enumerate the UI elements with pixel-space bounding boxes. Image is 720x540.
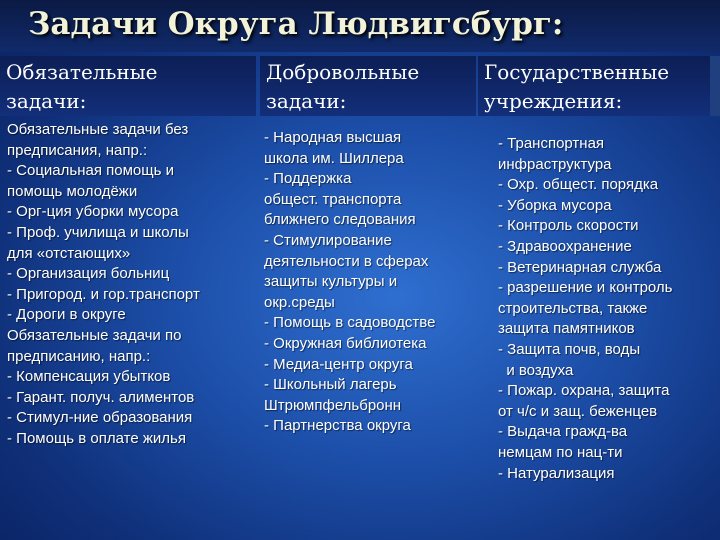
list-item: - Пригород. и гор.транспорт [7, 285, 200, 303]
header-mandatory-tasks [0, 56, 256, 116]
header-line: учреждения: [484, 89, 623, 113]
list-item: от ч/с и защ. беженцев [498, 402, 658, 420]
list-item: строительства, также [498, 299, 648, 317]
list-item: - Защита почв, воды [498, 340, 641, 358]
list-item: - Социальная помощь и [7, 162, 174, 180]
list-item: защиты культуры и [264, 273, 398, 291]
header-line: задачи: [6, 89, 87, 113]
list-item: - Народная высшая [264, 129, 402, 146]
list-item: - Транспортная [498, 135, 605, 152]
list-item: немцам по нац-ти [498, 443, 623, 461]
list-item: - Охр. общест. порядка [498, 176, 659, 194]
list-item: - Медиа-центр округа [264, 355, 413, 373]
header-voluntary-tasks [260, 56, 476, 116]
list-item: - Стимулирование [264, 231, 392, 249]
list-item: - Выдача гражд-ва [498, 423, 628, 441]
header-line: Государственные [484, 60, 670, 84]
list-item: - Проф. училища и школы [7, 223, 189, 241]
list-item: - Помощь в оплате жилья [7, 429, 186, 447]
list-item: - Партнерства округа [264, 417, 411, 435]
list-item: помощь молодёжи [7, 182, 138, 200]
header-state-agencies [478, 56, 710, 116]
list-item: - Организация больниц [7, 265, 170, 283]
list-item: - Натурализация [498, 464, 615, 482]
state-agencies-list [498, 134, 673, 484]
list-item: Обязательные задачи по [7, 326, 182, 344]
list-item: предписанию, напр.: [7, 347, 151, 365]
list-item: окр.среды [264, 293, 335, 311]
list-item: - Окружная библиотека [264, 334, 427, 352]
list-item: - Помощь в садоводстве [264, 314, 436, 332]
list-item: общест. транспорта [264, 190, 402, 208]
list-item: - Орг-ция уборки мусора [7, 203, 179, 221]
list-item: ближнего следования [264, 211, 416, 229]
list-item: - Гарант. получ. алиментов [7, 388, 195, 406]
list-item: - Школьный лагерь [264, 376, 397, 394]
list-item: - Здравоохранение [498, 237, 632, 255]
header-line: Обязательные [6, 60, 158, 84]
list-item: - Поддержка [264, 170, 352, 188]
list-item: - Стимул-ние образования [7, 409, 193, 427]
list-item: - Компенсация убытков [7, 368, 171, 386]
list-item: деятельности в сферах [264, 252, 429, 270]
list-item: - Ветеринарная служба [498, 258, 662, 276]
voluntary-tasks-list [264, 128, 435, 437]
list-item: - Контроль скорости [498, 217, 639, 235]
list-item: Обязательные задачи без [7, 121, 189, 138]
header-line: задачи: [266, 89, 347, 113]
header-line: Добровольные [266, 60, 420, 84]
list-item: для «отстающих» [7, 244, 131, 262]
list-item: и воздуха [498, 361, 574, 379]
list-item: - разрешение и контроль [498, 279, 673, 297]
list-item: школа им. Шиллера [264, 149, 404, 167]
slide-title: Задачи Округа Людвигсбург: [28, 6, 564, 42]
list-item: инфраструктура [498, 155, 612, 173]
list-item: - Дороги в округе [7, 306, 126, 324]
list-item: - Пожар. охрана, защита [498, 382, 670, 400]
list-item: - Уборка мусора [498, 196, 612, 214]
list-item: Штрюмпфельбронн [264, 396, 402, 414]
list-item: предписания, напр.: [7, 141, 148, 159]
list-item: защита памятников [498, 320, 635, 338]
mandatory-tasks-list [7, 120, 200, 450]
